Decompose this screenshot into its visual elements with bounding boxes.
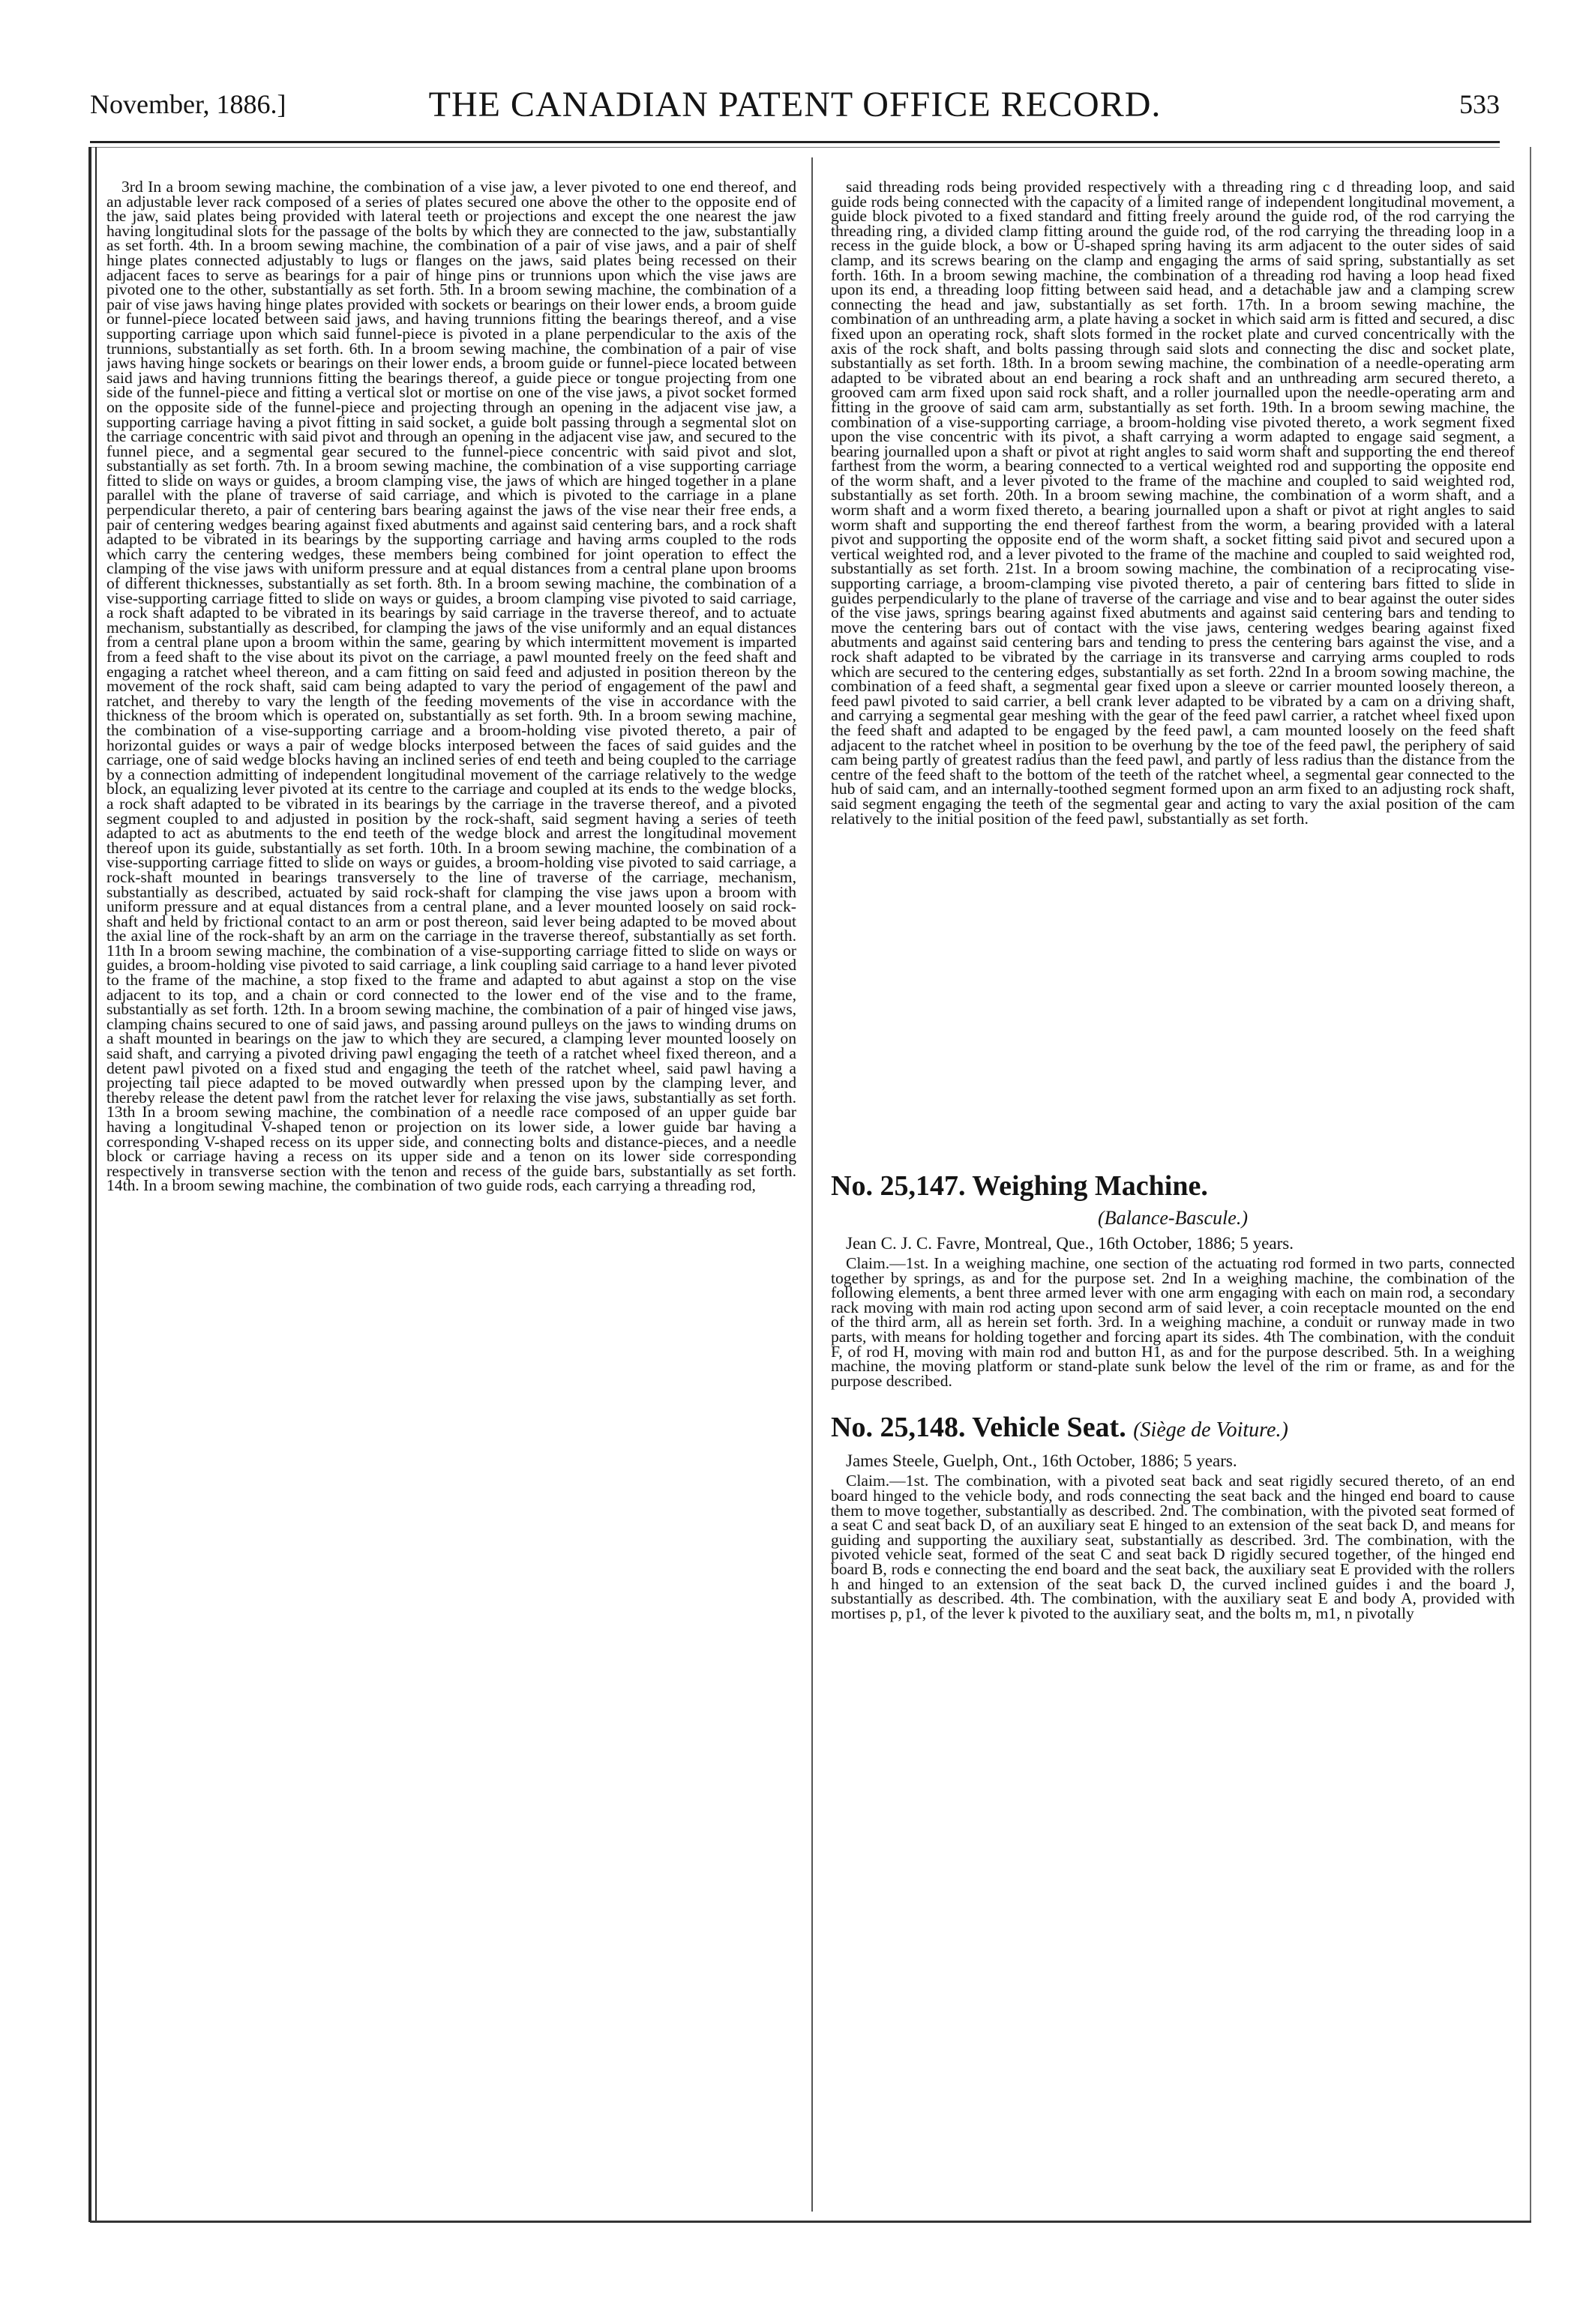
page-number: 533 xyxy=(1459,89,1500,119)
journal-title: THE CANADIAN PATENT OFFICE RECORD. xyxy=(428,85,1162,124)
patent-entry xyxy=(831,1169,1515,1388)
patent-subtitle: (Balance-Bascule.) xyxy=(1098,1207,1248,1229)
patent-heading xyxy=(831,1411,1515,1447)
patent-claim: Claim.—1st. The combination, with a pivoted seat back and seat rigidly secured thereto, of an end board hinged to the vehicle body, and rods connecting the seat back and the hinged end board to cause them to move together, substantially as described. 2nd. The combination, with the pivoted seat formed of a seat C and seat back D, of an auxiliary seat E hinged to an extension of the seat back D, and means for guiding and supporting the auxiliary seat, substantially as described. 3rd. The combination, with the pivoted vehicle seat, formed of the seat C and seat back D rigidly secured together, of the hinged end board B, rods e connecting the end board and the seat back, the auxiliary seat E provided with the rollers h and hinged to an extension of the seat back D, the curved inclined guides i and the board J, substantially as described. 4th. The combination, with the auxiliary seat E and body A, provided with mortises p, p1, of the lever k pivoted to the auxiliary seat, and the bolts m, m1, n pivotally xyxy=(831,1472,1515,1622)
header-date: November, 1886.] xyxy=(90,89,286,119)
claims-continued-text: 3rd In a broom sewing machine, the combination of a vise jaw, a lever pivoted to one end thereof, and an adjustable lever rack composed of a series of plates secured one above the other to the opposite end of the jaw, said plates being provided with lateral teeth or projections and except the one nearest the jaw having longitudinal slots for the passage of the bolts by which they are connected to the jaw, substantially as set forth. 4th. In a broom sewing machine, the combination of a pair of vise jaws, and a pair of shelf hinge plates connected adjustably to lugs or flanges on the jaws, said plates being recessed on their adjacent faces to serve as bearings for a pair of hinge pins or trunnions upon which the vise jaws are pivoted one to the other, substantially as set forth. 5th. In a broom sewing machine, the combination of a pair of vise jaws having hinge plates provided with sockets or bearings on their lower ends, a broom guide or funnel-piece located between said jaws, and having trunnions fitting the bearings thereof, and a vise supporting carriage upon which said funnel-piece is pivoted in a plane perpendicular to the axis of the trunnions, substantially as set forth. 6th. In a broom sewing machine, the combination of a pair of vise jaws having hinge sockets or bearings on their lower ends, a broom guide or funnel-piece located between said jaws and having trunnions fitting the bearings thereof, a guide piece or tongue projecting from one side of the funnel-piece and fitting a vertical slot or mortise on one of the vise jaws, a pivot socket formed on the opposite side of the funnel-piece and projecting through an opening in the adjacent vise jaw, a supporting carriage having a pivot fitting in said socket, a guide bolt passing through a segmental slot on the carriage concentric with said pivot and through an opening in the adjacent vise jaw, and secured to the funnel piece, and a segmental gear secured to the funnel-piece concentric with said pivot and slot, substantially as set forth. 7th. In a broom sewing machine, the combination of a vise supporting carriage fitted to slide on ways or guides, a broom clamping vise, the jaws of which are hinged together in a plane parallel with the plane of traverse of said carriage, and which is pivoted to the carriage in a plane perpendicular thereto, a pair of centering bars bearing against the jaws of the vise near their free ends, a pair of centering wedges bearing against fixed abutments and against said centering bars, and a rock shaft adapted to be vibrated in its bearings by the supporting carriage and having arms coupled to the rods which carry the centering wedges, these members being combined for joint operation to effect the clamping of the vise jaws with uniform pressure and at equal distances from a central plane upon brooms of different thicknesses, substantially as set forth. 8th. In a broom sewing machine, the combination of a vise-supporting carriage fitted to slide on ways or guides, a broom clamping vise pivoted to said carriage, a rock shaft adapted to be vibrated in its bearings by said carriage in the traverse thereof, and to actuate mechanism, substantially as described, for clamping the jaws of the vise uniformly and an equal distances from a central plane upon a broom within the same, gearing by which intermittent movement is imparted from a feed shaft to the vise about its pivot on the carriage, a pawl mounted freely on the feed shaft and engaging a ratchet wheel thereon, and a cam fitting on said feed and adjusted in position thereon by the movement of the rock shaft, said cam being adapted to vary the period of engagement of the pawl and ratchet, and thereby to vary the length of the feeding movements of the vise in accordance with the thickness of the broom which is operated on, substantially as set forth. 9th. In a broom sewing machine, the combination of a vise-supporting carriage and a broom-holding vise pivoted thereto, a pair of horizontal guides or ways a pair of wedge blocks interposed between the faces of said guides and the carriage, one of said wedge blocks having an inclined series of end teeth and being coupled to the carriage by a connection admitting of independent longitudinal movement of the carriage relatively to the wedge block, an equalizing lever pivoted at its centre to the carriage and coupled at its ends to the wedge blocks, a rock shaft adapted to be vibrated in its bearings by the carriage in the traverse thereof, and a pivoted segment coupled to and adjusted in position by the rock-shaft, said segment having a series of teeth adapted to act as abutments to the end teeth of the wedge block and arrest the longitudinal movement thereof upon its guide, substantially as set forth. 10th. In a broom sewing machine, the combination of a vise-supporting carriage fitted to slide on ways or guides, a broom-holding vise pivoted to said carriage, a rock-shaft mounted in bearings transversely to the line of traverse of the carriage, mechanism, substantially as described, actuated by said rock-shaft for clamping the vise jaws upon a broom with uniform pressure and at equal distances from a central plane, and a lever mounted loosely on said rock-shaft and held by frictional contact to an arm or post thereon, said lever being adapted to be moved about the axial line of the rock-shaft by an arm on the carriage in the traverse thereof, substantially as set forth. 11th In a broom sewing machine, the combination of a vise-supporting carriage fitted to slide on ways or guides, a broom-holding vise pivoted to said carriage, a link coupling said carriage to a hand lever pivoted to the frame of the machine, a stop fixed to the frame and adapted to abut against a stop on the vise adjacent to its top, and a chain or cord connected to the lower end of the vise and to the frame, substantially as set forth. 12th. In a broom sewing machine, the combination of a pair of hinged vise jaws, clamping chains secured to one of said jaws, and passing around pulleys on the jaws to winding drums on a shaft mounted in bearings on the jaw to which they are secured, a clamping lever mounted loosely on said shaft, and carrying a pivoted driving pawl engaging the teeth of a ratchet wheel fixed thereon, and a detent pawl pivoted on a fixed stud and engaging the teeth of the ratchet wheel, said pawl having a projecting tail piece adapted to be moved outwardly when pressed upon by the clamping lever, and thereby release the detent pawl from the ratchet lever for relaxing the vise jaws, substantially as set forth. 13th In a broom sewing machine, the combination of a needle race composed of an upper guide bar having a longitudinal V-shaped tenon or projection on its lower side, a lower guide bar having a corresponding V-shaped recess on its upper side, and connecting bolts and distance-pieces, and a needle block or carriage having a recess on its upper side and a tenon on its lower side corresponding respectively in transverse section with the tenon and recess of the guide bars, substantially as set forth. 14th. In a broom sewing machine, the combination of two guide rods, each carrying a threading rod, xyxy=(106,180,796,1195)
patent-subtitle: (Siège de Voiture.) xyxy=(1133,1418,1288,1442)
left-column xyxy=(106,180,796,2219)
patent-inventor: Jean C. J. C. Favre, Montreal, Que., 16th October, 1886; 5 years. xyxy=(846,1234,1294,1253)
patent-inventor: James Steele, Guelph, Ont., 16th October, 1886; 5 years. xyxy=(846,1451,1237,1471)
bottom-rule xyxy=(90,2221,1531,2223)
page-header xyxy=(90,84,1500,129)
right-frame-rule xyxy=(1530,147,1531,2222)
patent-entry xyxy=(831,1411,1515,1621)
claims-continued-right xyxy=(831,180,1515,1147)
patent-heading-text: No. 25,148. Vehicle Seat. xyxy=(831,1412,1126,1444)
patent-claim: Claim.—1st. In a weighing machine, one section of the actuating rod formed in two parts, connected together by springs, as and for the purpose set. 2nd In a weighing machine, the combination of the following elements, a bent three armed lever with one arm engaging with each on main rod, a secondary rack moving with main rod acting upon second arm of said lever, a coin receptacle mounted on the end of the third arm, all as herein set forth. 3rd. In a weighing machine, a conduit or runway made in two parts, with means for holding together and forcing apart its sides. 4th The combination, with the conduit F, of rod H, moving with main rod and button H1, as and for the purpose described. 5th. In a weighing machine, the moving platform or stand-plate sunk below the level of the rim or frame, as and for the purpose described. xyxy=(831,1254,1515,1390)
header-rule-thin xyxy=(90,147,1500,148)
right-column xyxy=(831,180,1515,2219)
left-frame-rule xyxy=(88,147,91,2222)
left-frame-rule-inner xyxy=(95,147,97,2222)
claims-continued-text-right: said threading rods being provided respectively with a threading ring c d threading loop, and said guide rods being connected with the capacity of a limited range of independent longitudinal movement, a guide block pivoted to a fixed standard and fitting freely around the guide rod, of the rod carrying the threading ring, a divided clamp fitting around the guide rod, of the rod carrying the threading loop in a recess in the guide block, a bow or U-shaped spring having its arm adjacent to the outer sides of said clamp, and its screws bearing on the clamp and engaging the arms of said spring, substantially as set forth. 16th. In a broom sewing machine, the combination of a threading rod having a loop head fixed upon its end, a threading loop fitting between said head, and a detachable jaw and a clamping screw connecting the head and jaw, substantially as set forth. 17th. In a broom sewing machine, the combination of an unthreading arm, a plate having a socket in which said arm is fitted and secured, a disc fixed upon an operating rock, shaft slots formed in the rocket plate and curved concentrically with the axis of the rock shaft, and bolts passing through said slots and connecting the disc and socket plate, substantially as set forth. 18th. In a broom sewing machine, the combination of a needle-operating arm adapted to be vibrated about an end bearing a rock shaft and an unthreading arm secured thereto, a grooved cam arm fixed upon said rock shaft, and a roller journalled upon the needle-operating arm and fitting in the groove of said cam arm, substantially as set forth. 19th. In a broom sewing machine, the combination of a vise-supporting carriage, a broom-holding vise pivoted thereto, a work segment fixed upon the vise concentric with its pivot, a shaft carrying a worm adapted to engage said segment, a bearing journalled upon a shaft or pivot at right angles to said worm shaft and supporting the end thereof farthest from the worm, a bearing connected to a vertical weighted rod and supporting the opposite end of the worm shaft, and a lever pivoted to the frame of the machine and coupled to said weighted rod, substantially as set forth. 20th. In a broom sewing machine, the combination of a worm shaft, and a worm shaft and a worm fixed thereto, a bearing journalled upon a shaft or pivot at right angles to said worm shaft and supporting the end thereof farthest from the worm, a bearing provided with a lateral pivot and supporting the opposite end of the worm shaft, a socket fitting said pivot and secured upon a vertical weighted rod, and a lever pivoted to the frame of the machine and coupled to said weighted rod, substantially as set forth. 21st. In a broom sowing machine, the combination of a reciprocating vise-supporting carriage, a broom-clamping vise pivoted thereto, a pair of centering bars fitted to slide in guides perpendicularly to the plane of traverse of the carriage and vise and to bear against the outer sides of the vise jaws, springs bearing against fixed abutments and against said centering bars and tending to move the centering bars out of contact with the vise jaws, centering wedges bearing against fixed abutments and against said centering bars and tending to press the centering bars against the vise, and a rock shaft adapted to be vibrated by the carriage in its transverse and carrying arms coupled to rods which are secured to the centering edges, substantially as set forth. 22nd In a broom sowing machine, the combination of a feed shaft, a segmental gear fixed upon a sleeve or carrier mounted loosely thereon, a feed pawl pivoted to said carrier, a bell crank lever adapted to be vibrated by a cam on a driving shaft, and carrying a segmental gear meshing with the gear of the feed pawl carrier, a ratchet wheel fixed upon the feed shaft and adapted to be engaged by the feed pawl, a cam mounted loosely on the feed shaft adjacent to the ratchet wheel in position to be overhung by the toe of the feed pawl, the periphery of said cam being partly of greatest radius than the feed pawl, and partly of less radius than the distance from the centre of the feed shaft to the bottom of the teeth of the ratchet wheel, a segmental gear connected to the hub of said cam, and an internally-toothed segment formed upon an arm fixed to an adjusting rock shaft, said segment engaging the teeth of the segmental gear and acting to vary the axial position of the cam relatively to the initial position of the feed pawl, substantially as set forth. xyxy=(831,180,1515,828)
header-rule xyxy=(90,141,1500,143)
patent-heading: No. 25,147. Weighing Machine. xyxy=(831,1170,1208,1202)
column-divider xyxy=(811,157,813,2212)
